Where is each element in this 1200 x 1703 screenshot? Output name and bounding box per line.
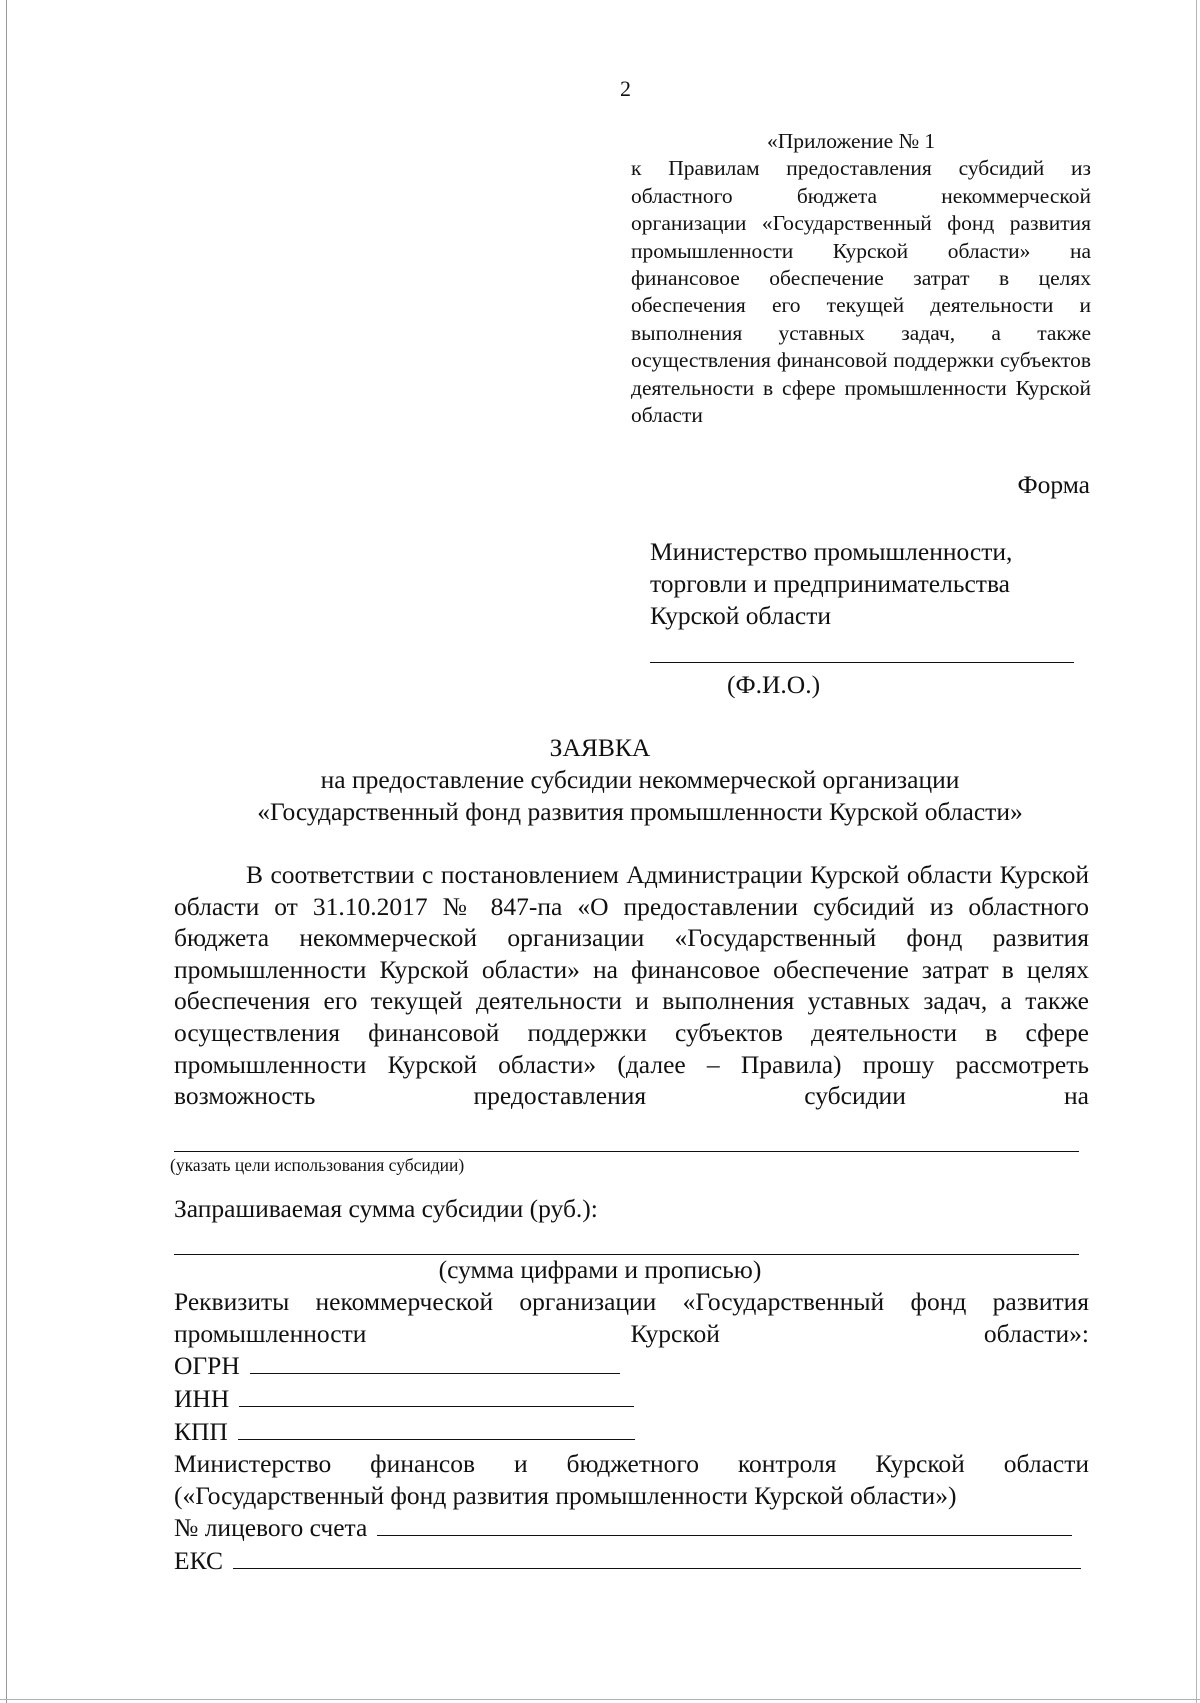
fio-blank-line[interactable]: [650, 662, 1074, 663]
kpp-row: [174, 1415, 1089, 1448]
finance-ministry-line-2: («Государственный фонд развития промышленности Курской области»): [174, 1480, 957, 1510]
scan-edge-left: [6, 0, 7, 1703]
scan-edge-right: [1196, 0, 1197, 1703]
application-subtitle-line-1: на предоставление субсидии некоммерческой организации: [320, 765, 960, 794]
page-number: 2: [620, 76, 631, 101]
ministry-line-1: Министерство промышленности,: [650, 537, 1013, 566]
appendix-body: к Правилам предоставления субсидий из областного бюджета некоммерческой организации «Государственный фонд развития промышленности Курской области» на финансовое обеспечение затрат в целях обеспечения его текущей деятельности и выполнения уставных задач, а также осуществления финансовой поддержки субъектов деятельности в сфере промышленности Курской области: [631, 156, 1091, 428]
form-label: Форма: [1017, 470, 1090, 499]
application-subtitle-line-2: «Государственный фонд развития промышленности Курской области»: [257, 796, 1023, 826]
requisites-section: [174, 1286, 1089, 1577]
ministry-line-2: торговли и предпринимательства: [650, 569, 1010, 598]
inn-row: [174, 1382, 1089, 1415]
kpp-field[interactable]: [238, 1415, 635, 1440]
eks-field[interactable]: [233, 1544, 1081, 1569]
inn-label: ИНН: [174, 1384, 230, 1413]
scan-edge-bottom: [0, 1699, 1200, 1700]
application-title: ЗАЯВКА: [549, 733, 651, 762]
appendix-header: [631, 128, 1091, 429]
ogrn-field[interactable]: [250, 1349, 620, 1374]
eks-label: ЕКС: [174, 1546, 223, 1575]
purpose-caption: (указать цели использования субсидии): [170, 1155, 465, 1175]
ogrn-label: ОГРН: [174, 1351, 240, 1380]
ministry-line-3: Курской области: [650, 601, 832, 630]
application-subtitle: [200, 764, 1080, 827]
appendix-title: «Приложение № 1: [767, 129, 936, 153]
fio-caption: (Ф.И.О.): [727, 670, 821, 699]
amount-caption: (сумма цифрами и прописью): [438, 1255, 762, 1284]
ogrn-row: [174, 1349, 1089, 1382]
account-label: № лицевого счета: [174, 1513, 368, 1542]
finance-ministry-line-1: Министерство финансов и бюджетного контроля Курской области: [174, 1449, 1089, 1478]
addressee-ministry: [650, 536, 1012, 632]
eks-row: [174, 1544, 1089, 1577]
kpp-label: КПП: [174, 1417, 228, 1446]
requested-amount-label: Запрашиваемая сумма субсидии (руб.):: [174, 1194, 598, 1223]
inn-field[interactable]: [239, 1382, 634, 1407]
account-row: [174, 1511, 1089, 1544]
request-paragraph: В соответствии с постановлением Администрации Курской области Курской области от 31.10.2017 № 847-па «О предоставлении субсидий из областного бюджета некоммерческой организации «Государственный фонд развития промышленности Курской области» на финансовое обеспечение затрат в целях обеспечения его текущей деятельности и выполнения уставных задач, а также осуществления финансовой поддержки субъектов деятельности в сфере промышленности Курской области» (далее – Правила) прошу рассмотреть возможность предоставления субсидии на: [174, 860, 1089, 1111]
requisites-heading: Реквизиты некоммерческой организации «Государственный фонд развития промышленности Курской области»:: [174, 1287, 1089, 1348]
purpose-blank-line[interactable]: [174, 1151, 1079, 1152]
account-field[interactable]: [377, 1511, 1072, 1536]
